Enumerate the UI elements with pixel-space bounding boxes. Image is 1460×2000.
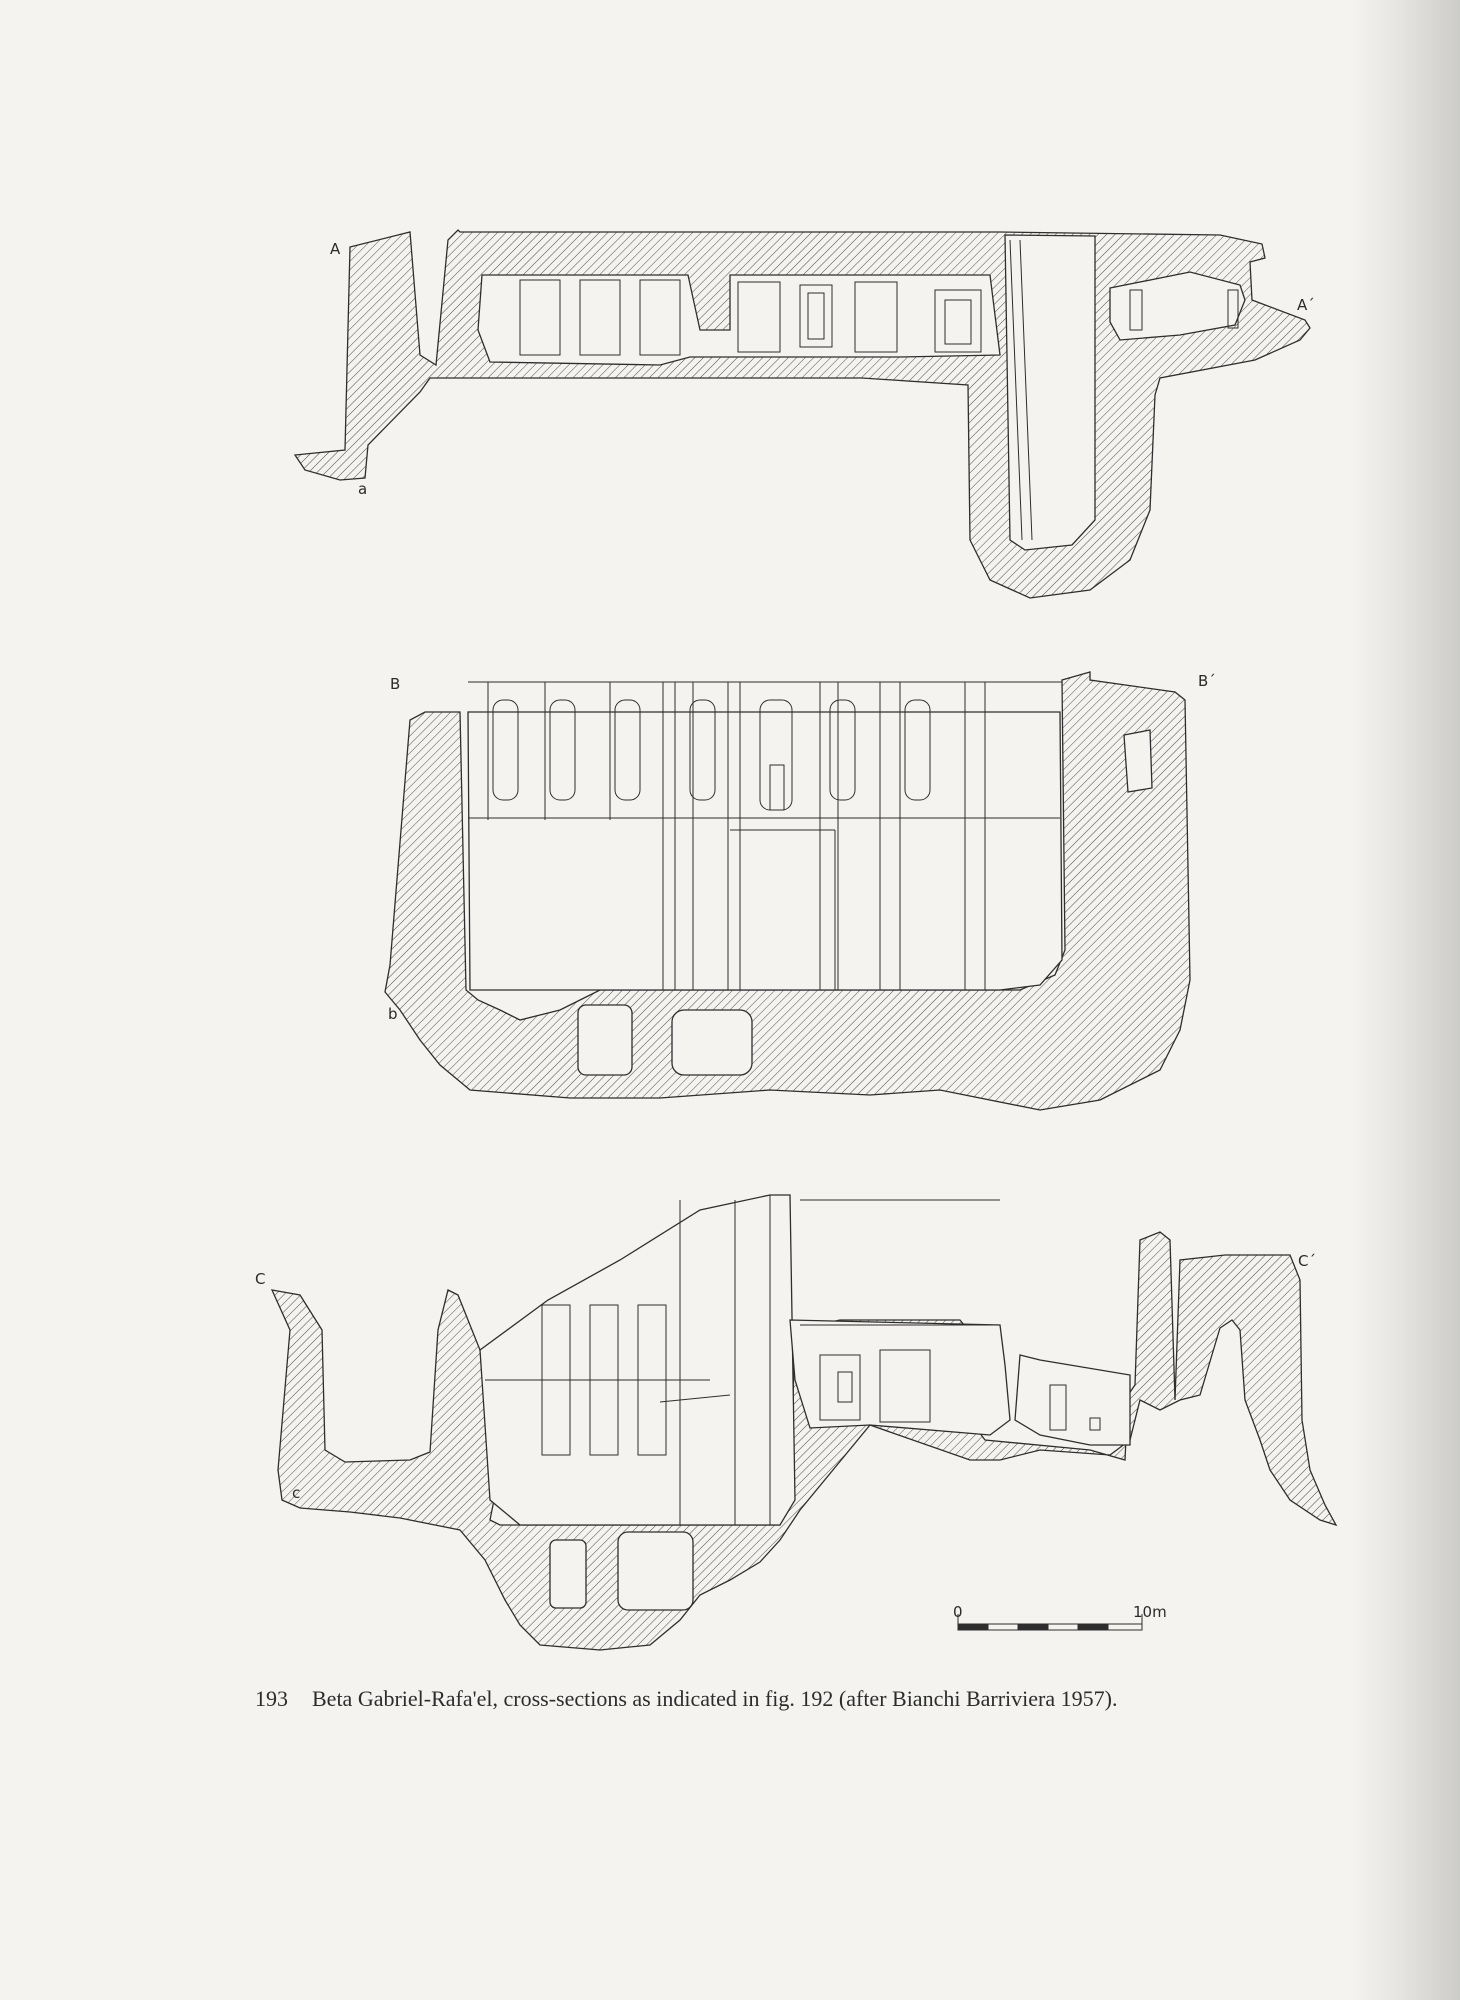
section-a-drawing bbox=[295, 230, 1310, 598]
scale-start-label: 0 bbox=[953, 1603, 963, 1621]
section-a-tag: a bbox=[358, 480, 368, 498]
section-c-left-label: C bbox=[255, 1270, 266, 1288]
figure-caption bbox=[255, 1686, 1117, 1712]
section-c-tag: c bbox=[292, 1484, 301, 1502]
section-b-tag: b bbox=[388, 1005, 398, 1023]
scale-end-label: 10m bbox=[1133, 1603, 1167, 1621]
section-b-left-label: B bbox=[390, 675, 401, 693]
section-c-right-label: C´ bbox=[1298, 1252, 1316, 1270]
section-a-right-label: A´ bbox=[1297, 296, 1315, 314]
figure-caption-text: Beta Gabriel-Rafa'el, cross-sections as indicated in fig. 192 (after Bianchi Barriviera 1957). bbox=[312, 1686, 1118, 1711]
section-b-drawing bbox=[385, 672, 1190, 1110]
section-a-left-label: A bbox=[330, 240, 341, 258]
section-c-drawing bbox=[272, 1195, 1336, 1650]
figure-number: 193 bbox=[255, 1686, 288, 1711]
section-b-right-label: B´ bbox=[1198, 672, 1216, 690]
scale-bar bbox=[958, 1614, 1142, 1630]
